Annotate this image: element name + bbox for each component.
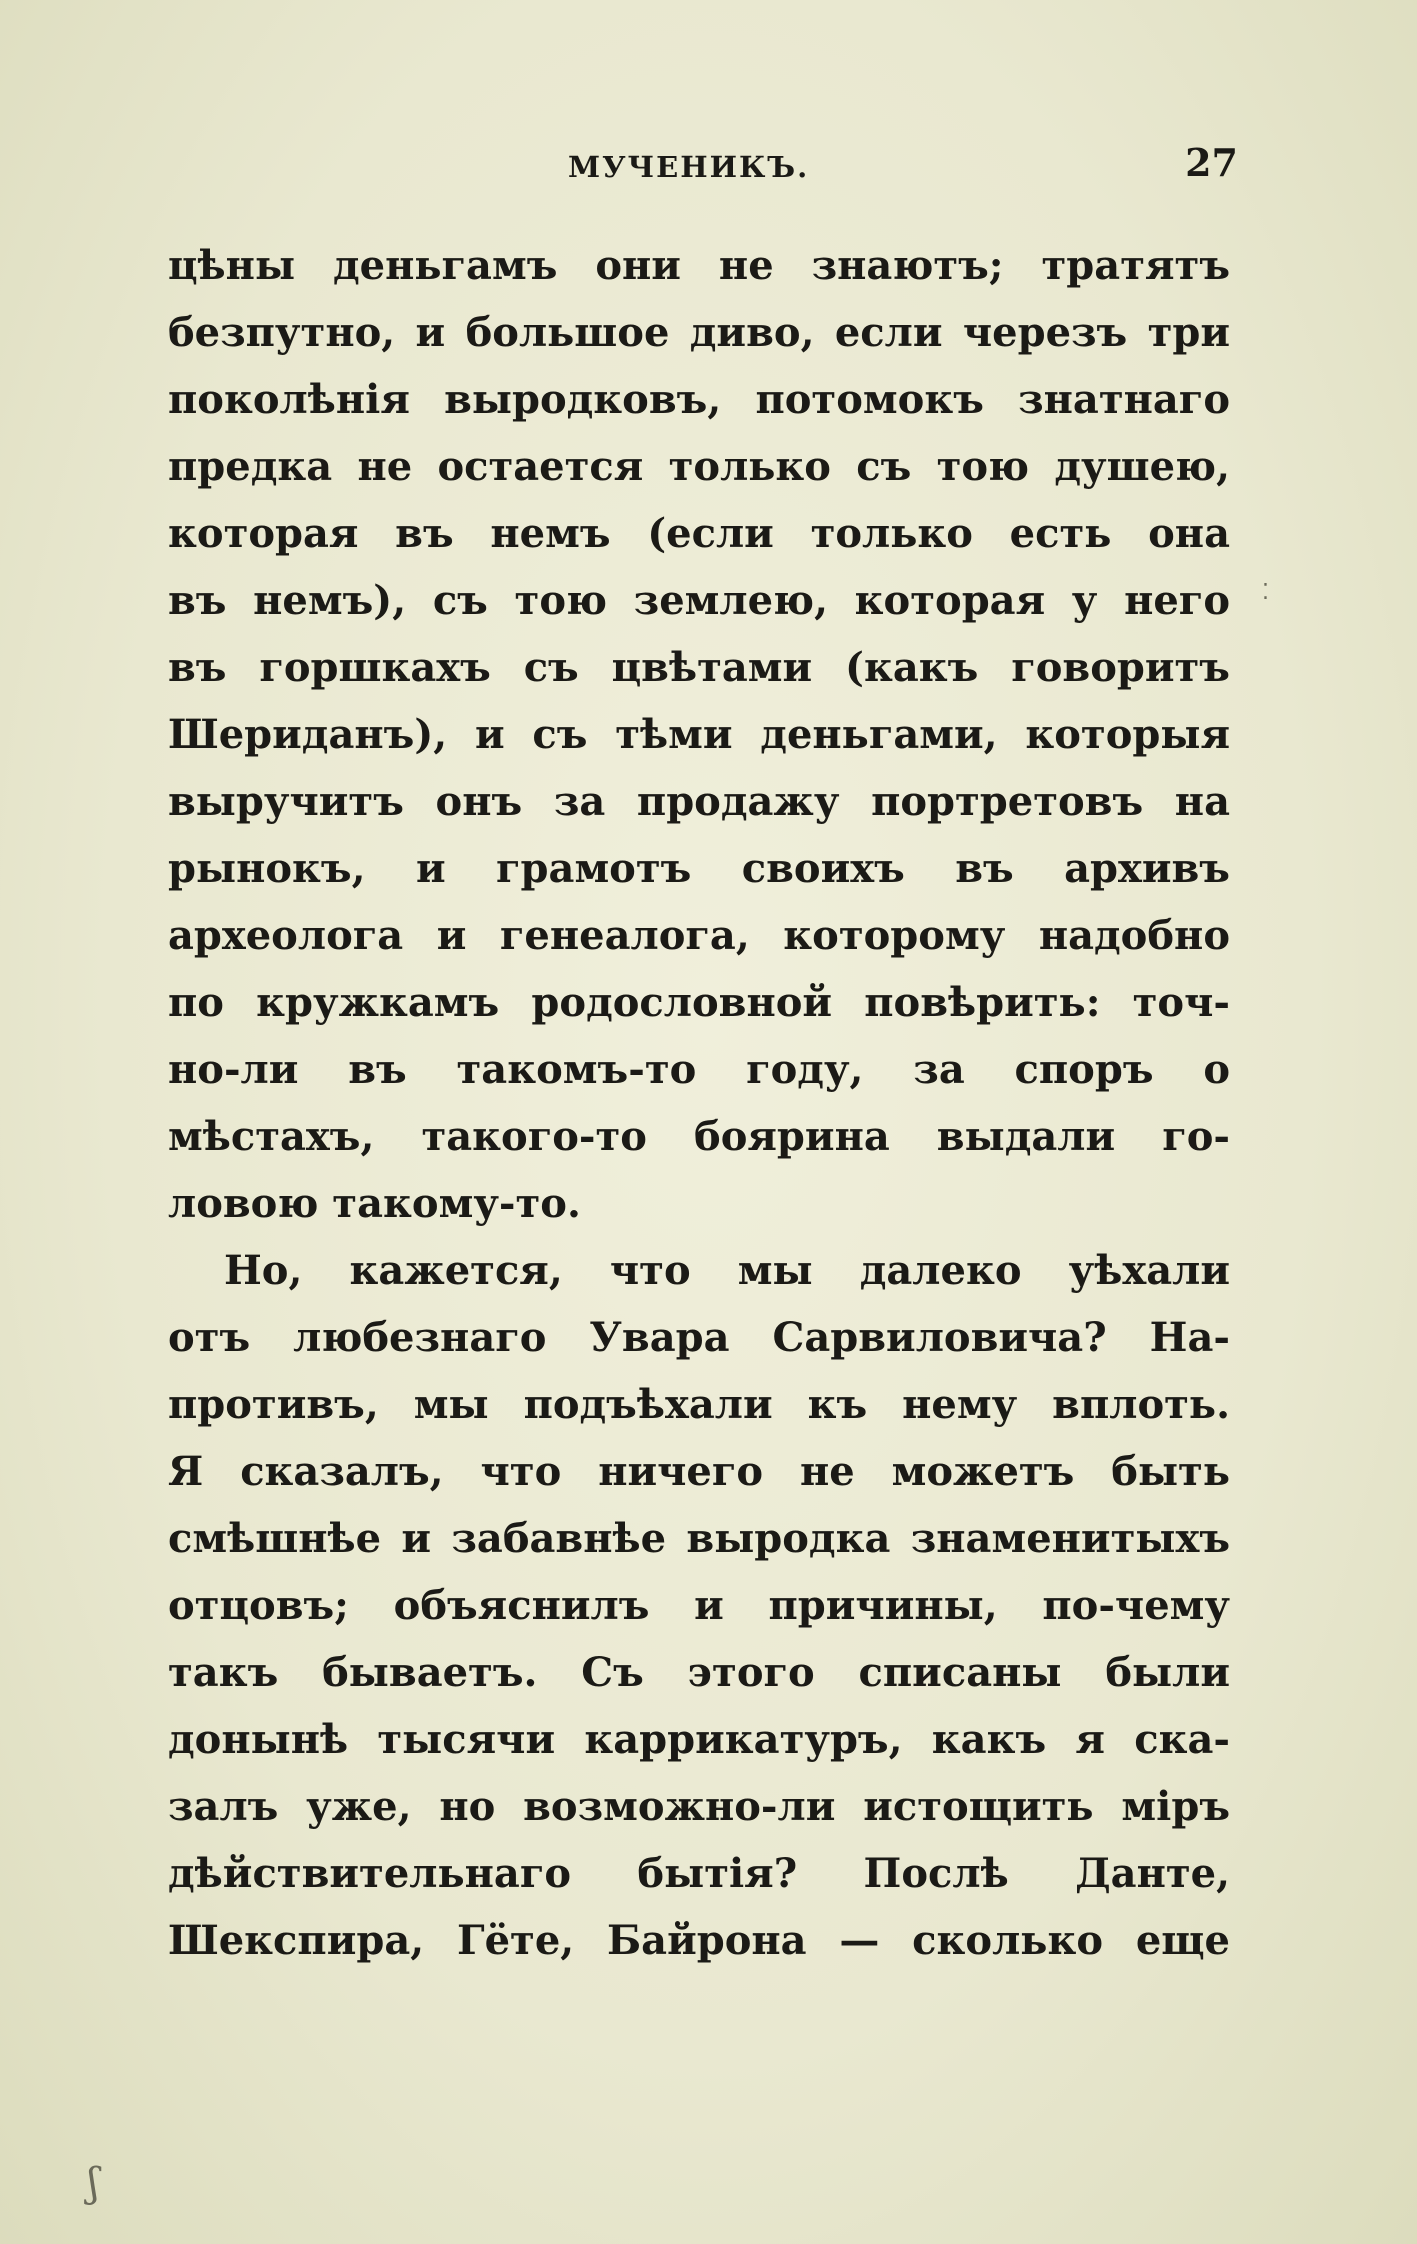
text-line: отцовъ; объяснилъ и причины, по-чему (168, 1582, 1230, 1629)
text-line: Шекспира, Гёте, Байрона — сколько еще (168, 1917, 1230, 1964)
text-line: въ горшкахъ съ цвѣтами (какъ говоритъ (168, 644, 1230, 691)
text-line: которая въ немъ (если только есть она (168, 510, 1230, 557)
text-line: такъ бываетъ. Съ этого списаны были (168, 1649, 1230, 1696)
text-line: поколѣнія выродковъ, потомокъ знатнаго (168, 376, 1230, 423)
text-line: по кружкамъ родословной повѣрить: точ- (168, 979, 1230, 1026)
text-line: цѣны деньгамъ они не знаютъ; тратятъ (168, 242, 1230, 289)
text-line: Шериданъ), и съ тѣми деньгами, которыя (168, 711, 1230, 758)
text-line: ловою такому-то. (168, 1180, 581, 1227)
text-line: предка не остается только съ тою душею, (168, 443, 1230, 490)
text-line: залъ уже, но возможно-ли истощить міръ (168, 1783, 1230, 1830)
text-line: Я сказалъ, что ничего не можетъ быть (168, 1448, 1230, 1495)
body-text (168, 232, 1230, 1974)
text-line: отъ любезнаго Увара Сарвиловича? На- (168, 1314, 1230, 1361)
text-line: смѣшнѣе и забавнѣе выродка знаменитыхъ (168, 1515, 1230, 1562)
text-line: выручитъ онъ за продажу портретовъ на (168, 778, 1230, 825)
text-line: безпутно, и большое диво, если черезъ три (168, 309, 1230, 356)
text-line: но-ли въ такомъ-то году, за споръ о (168, 1046, 1230, 1093)
text-line: дѣйствительнаго бытія? Послѣ Данте, (168, 1850, 1230, 1897)
paper-speck: ʃ (88, 2160, 99, 2206)
page-header (168, 140, 1238, 200)
text-line: мѣстахъ, такого-то боярина выдали го- (168, 1113, 1230, 1160)
running-title: МУЧЕНИКЪ. (568, 150, 810, 184)
text-line: донынѣ тысячи каррикатуръ, какъ я ска- (168, 1716, 1230, 1763)
text-line: въ немъ), съ тою землею, которая у него (168, 577, 1230, 624)
page-number: 27 (1185, 140, 1238, 185)
text-line: Но, кажется, что мы далеко уѣхали (224, 1247, 1230, 1294)
text-line: археолога и генеалога, которому надобно (168, 912, 1230, 959)
text-line: рынокъ, и грамотъ своихъ въ архивъ (168, 845, 1230, 892)
paper-speck: ⁚ (1262, 580, 1269, 605)
text-line: противъ, мы подъѣхали къ нему вплоть. (168, 1381, 1230, 1428)
